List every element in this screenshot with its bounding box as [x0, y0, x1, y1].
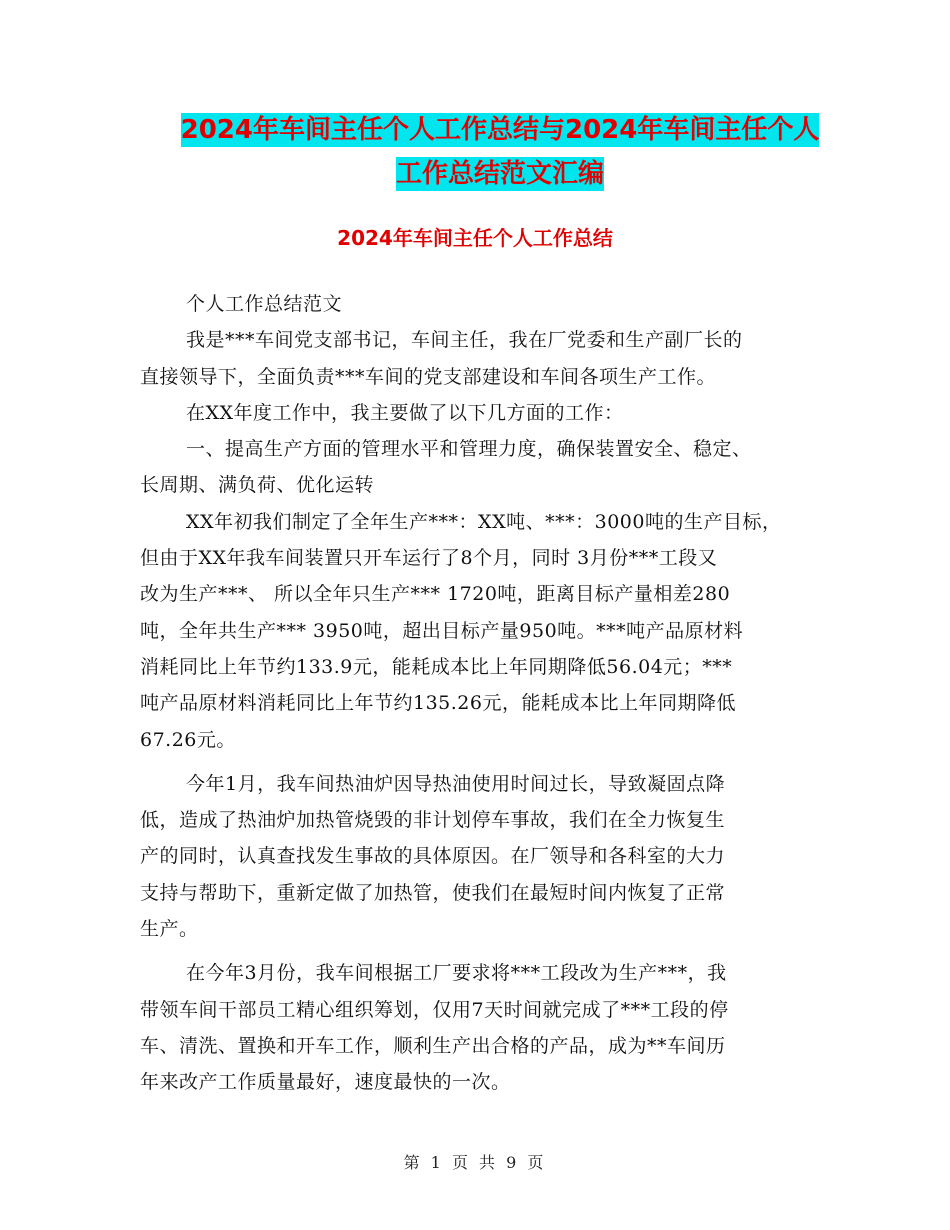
- text-line: 消耗同比上年节约133.9元，能耗成本比上年同期降低56.04元；***: [140, 655, 733, 678]
- text-line: 吨产品原材料消耗同比上年节约135.26元，能耗成本比上年同期降低: [140, 692, 736, 715]
- page-footer: 第 1 页 共 9 页: [403, 1153, 547, 1172]
- text-line: 我是***车间党支部书记，车间主任，我在厂党委和生产副厂长的: [186, 329, 743, 352]
- text-line: 在今年3月份，我车间根据工厂要求将***工段改为生产***，我: [186, 962, 727, 985]
- text-line: 年来改产工作质量最好，速度最快的一次。: [140, 1071, 511, 1094]
- text-line: 车、清洗、置换和开车工作，顺利生产出合格的产品，成为**车间历: [140, 1034, 726, 1057]
- document-title-text-2: 工作总结范文汇编: [395, 159, 604, 189]
- text-line: 产的同时，认真查找发生事故的具体原因。在厂领导和各科室的大力: [140, 845, 726, 868]
- text-line: 带领车间干部员工精心组织筹划，仅用7天时间就完成了***工段的停: [140, 998, 729, 1021]
- document-title-line-1: [100, 108, 900, 152]
- text-line: 但由于XX年我车间装置只开车运行了8个月，同时 3月份***工段又: [140, 547, 718, 570]
- text-line: 今年1月，我车间热油炉因导热油使用时间过长，导致凝固点降: [186, 772, 726, 795]
- text-line: 在XX年度工作中，我主要做了以下几方面的工作：: [186, 401, 624, 424]
- text-line: 长周期、满负荷、优化运转: [140, 474, 375, 497]
- text-line: 改为生产***、 所以全年只生产*** 1720吨，距离目标产量相差280: [140, 583, 731, 606]
- section-title: 2024年车间主任个人工作总结: [337, 226, 613, 250]
- text-line: 个人工作总结范文: [186, 293, 343, 315]
- text-line: 吨，全年共生产*** 3950吨，超出目标产量950吨。***吨产品原材料: [140, 619, 744, 642]
- document-title-line-2: [100, 152, 900, 196]
- text-line: 低，造成了热油炉加热管烧毁的非计划停车事故，我们在全力恢复生: [140, 809, 726, 832]
- text-line: 生产。: [140, 918, 199, 941]
- text-line: XX年初我们制定了全年生产***：XX吨、***：3000吨的生产目标，: [186, 510, 782, 533]
- text-line: 67.26元。: [140, 728, 236, 751]
- text-line: 一、提高生产方面的管理水平和管理力度，确保装置安全、稳定、: [186, 438, 752, 461]
- document-title-text-1: 2024年车间主任个人工作总结与2024年车间主任个人: [180, 115, 820, 145]
- text-line: 直接领导下，全面负责***车间的党支部建设和车间各项生产工作。: [140, 365, 717, 388]
- text-line: 支持与帮助下，重新定做了加热管，使我们在最短时间内恢复了正常: [140, 881, 726, 904]
- document-body: [140, 286, 840, 1101]
